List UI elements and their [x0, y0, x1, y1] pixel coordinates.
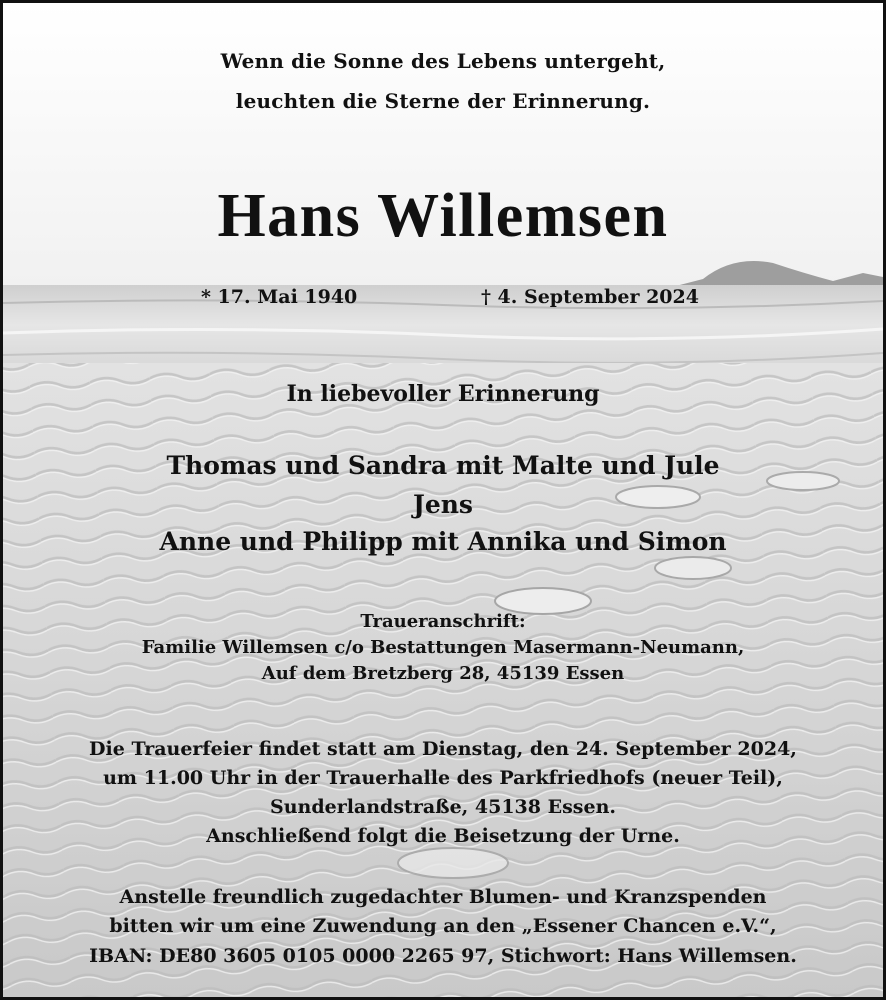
- address-label: Traueranschrift:: [360, 611, 526, 632]
- ceremony-line-1: Die Trauerfeier findet statt am Dienstag, den 24. September 2024,: [89, 738, 797, 760]
- motto-line-1: Wenn die Sonne des Lebens untergeht,: [220, 49, 666, 73]
- ceremony-line-2: um 11.00 Uhr in der Trauerhalle des Parkfriedhofs (neuer Teil),: [103, 767, 783, 789]
- deceased-name: Hans Willemsen: [217, 182, 669, 250]
- birth-date: * 17. Mai 1940: [201, 286, 358, 308]
- motto-line-2: leuchten die Sterne der Erinnerung.: [235, 89, 651, 113]
- address-line-2: Auf dem Bretzberg 28, 45139 Essen: [261, 663, 625, 684]
- footprint: [398, 848, 508, 878]
- memorial-line: In liebevoller Erinnerung: [286, 381, 600, 407]
- family-line-1: Thomas und Sandra mit Malte und Jule: [166, 451, 720, 480]
- death-date: † 4. September 2024: [481, 286, 699, 308]
- donation-line-3: IBAN: DE80 3605 0105 0000 2265 97, Stichwort: Hans Willemsen.: [89, 945, 797, 967]
- ceremony-line-3: Sunderlandstraße, 45138 Essen.: [269, 796, 617, 818]
- footprint: [655, 557, 731, 579]
- donation-line-2: bitten wir um eine Zuwendung an den „Essener Chancen e.V.“,: [109, 915, 777, 937]
- donation-line-1: Anstelle freundlich zugedachter Blumen- und Kranzspenden: [119, 886, 767, 908]
- ceremony-line-4: Anschließend folgt die Beisetzung der Urne.: [206, 825, 680, 847]
- family-line-2: Jens: [413, 490, 473, 519]
- family-line-3: Anne und Philipp mit Annika und Simon: [159, 527, 727, 556]
- address-line-1: Familie Willemsen c/o Bestattungen Masermann-Neumann,: [141, 637, 745, 658]
